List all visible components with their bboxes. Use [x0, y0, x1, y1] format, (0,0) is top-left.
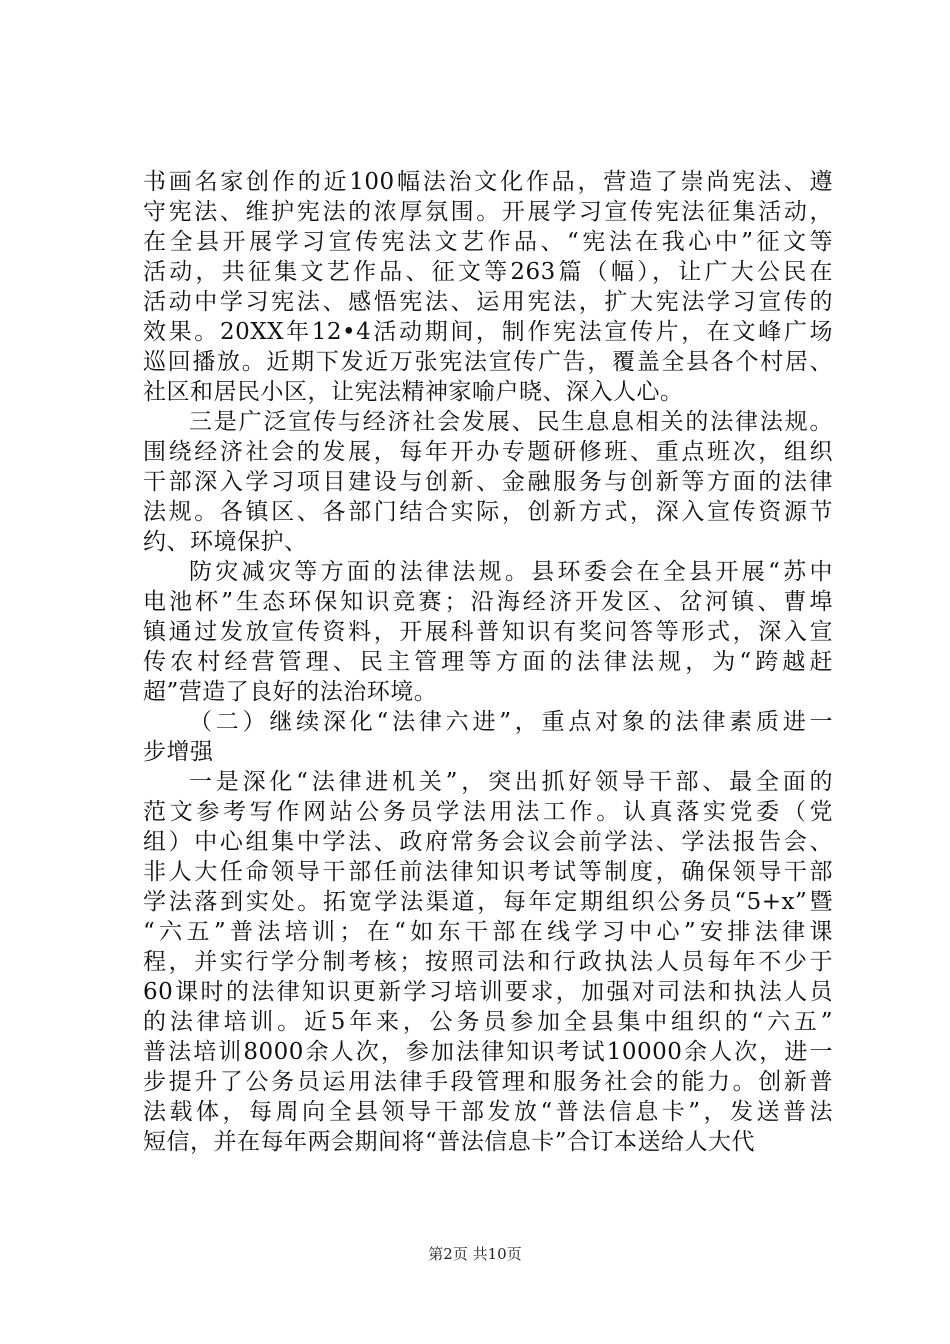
text-line: 程，并实行学分制考核；按照司法和行政执法人员每年不少于: [143, 949, 833, 975]
text-line: 60课时的法律知识更新学习培训要求，加强对司法和执法人员: [143, 979, 833, 1005]
text-line: 法载体，每周向全县领导干部发放“普法信息卡”，发送普法: [143, 1099, 833, 1125]
text-line: 镇通过发放宣传资料，开展科普知识有奖问答等形式，深入宣: [143, 619, 833, 645]
paragraph: [143, 407, 833, 557]
paragraph: [143, 767, 833, 1157]
text-line: 的法律培训。近5年来，公务员参加全县集中组织的“六五”: [143, 1009, 833, 1035]
text-line: 学法落到实处。拓宽学法渠道，每年定期组织公务员“5+x”暨: [143, 889, 833, 915]
text-line: 活动中学习宪法、感悟宪法、运用宪法，扩大宪法学习宣传的: [143, 289, 833, 315]
text-line: 三是广泛宣传与经济社会发展、民生息息相关的法律法规。: [189, 409, 833, 435]
text-line: 超”营造了良好的法治环境。: [143, 679, 438, 705]
document-body: [143, 167, 833, 1157]
text-line: 步提升了公务员运用法律手段管理和服务社会的能力。创新普: [143, 1069, 833, 1095]
text-line: 普法培训8000余人次，参加法律知识考试10000余人次，进一: [143, 1039, 833, 1065]
text-line: 在全县开展学习宣传宪法文艺作品、“宪法在我心中”征文等: [143, 229, 833, 255]
text-line: 电池杯”生态环保知识竞赛；沿海经济开发区、岔河镇、曹埠: [143, 589, 833, 615]
text-line: 约、环境保护、: [143, 529, 308, 555]
text-line: 组）中心组集中学法、政府常务会议会前学法、学法报告会、: [143, 829, 833, 855]
text-line: 一是深化“法律进机关”，突出抓好领导干部、最全面的: [189, 769, 833, 795]
text-line: 活动，共征集文艺作品、征文等263篇（幅），让广大公民在: [143, 259, 833, 285]
text-line: 效果。20XX年12•4活动期间，制作宪法宣传片，在文峰广场: [143, 319, 833, 345]
paragraph: [143, 167, 833, 407]
text-line: 法规。各镇区、各部门结合实际，创新方式，深入宣传资源节: [143, 499, 833, 525]
text-line: 守宪法、维护宪法的浓厚氛围。开展学习宣传宪法征集活动，: [143, 199, 833, 225]
paragraph: [143, 557, 833, 707]
text-line: 巡回播放。近期下发近万张宪法宣传广告，覆盖全县各个村居、: [143, 349, 833, 375]
paragraph: [143, 707, 833, 767]
text-line: （二）继续深化“法律六进”，重点对象的法律素质进一: [189, 709, 833, 735]
text-line: 干部深入学习项目建设与创新、金融服务与创新等方面的法律: [143, 469, 833, 495]
text-line: 围绕经济社会的发展，每年开办专题研修班、重点班次，组织: [143, 439, 833, 465]
text-line: 非人大任命领导干部任前法律知识考试等制度，确保领导干部: [143, 859, 833, 885]
text-line: 防灾减灾等方面的法律法规。县环委会在全县开展“苏中: [189, 559, 833, 585]
text-line: “六五”普法培训；在“如东干部在线学习中心”安排法律课: [143, 919, 833, 945]
page-footer: 第2页 共10页: [428, 1245, 522, 1263]
text-line: 书画名家创作的近100幅法治文化作品，营造了崇尚宪法、遵: [143, 169, 833, 195]
text-line: 传农村经营管理、民主管理等方面的法律法规，为“跨越赶: [143, 649, 833, 675]
text-line: 范文参考写作网站公务员学法用法工作。认真落实党委（党: [143, 799, 833, 825]
text-line: 步增强: [143, 739, 214, 765]
text-line: 社区和居民小区，让宪法精神家喻户晓、深入人心。: [143, 379, 684, 405]
text-line: 短信，并在每年两会期间将“普法信息卡”合订本送给人大代: [143, 1129, 756, 1155]
